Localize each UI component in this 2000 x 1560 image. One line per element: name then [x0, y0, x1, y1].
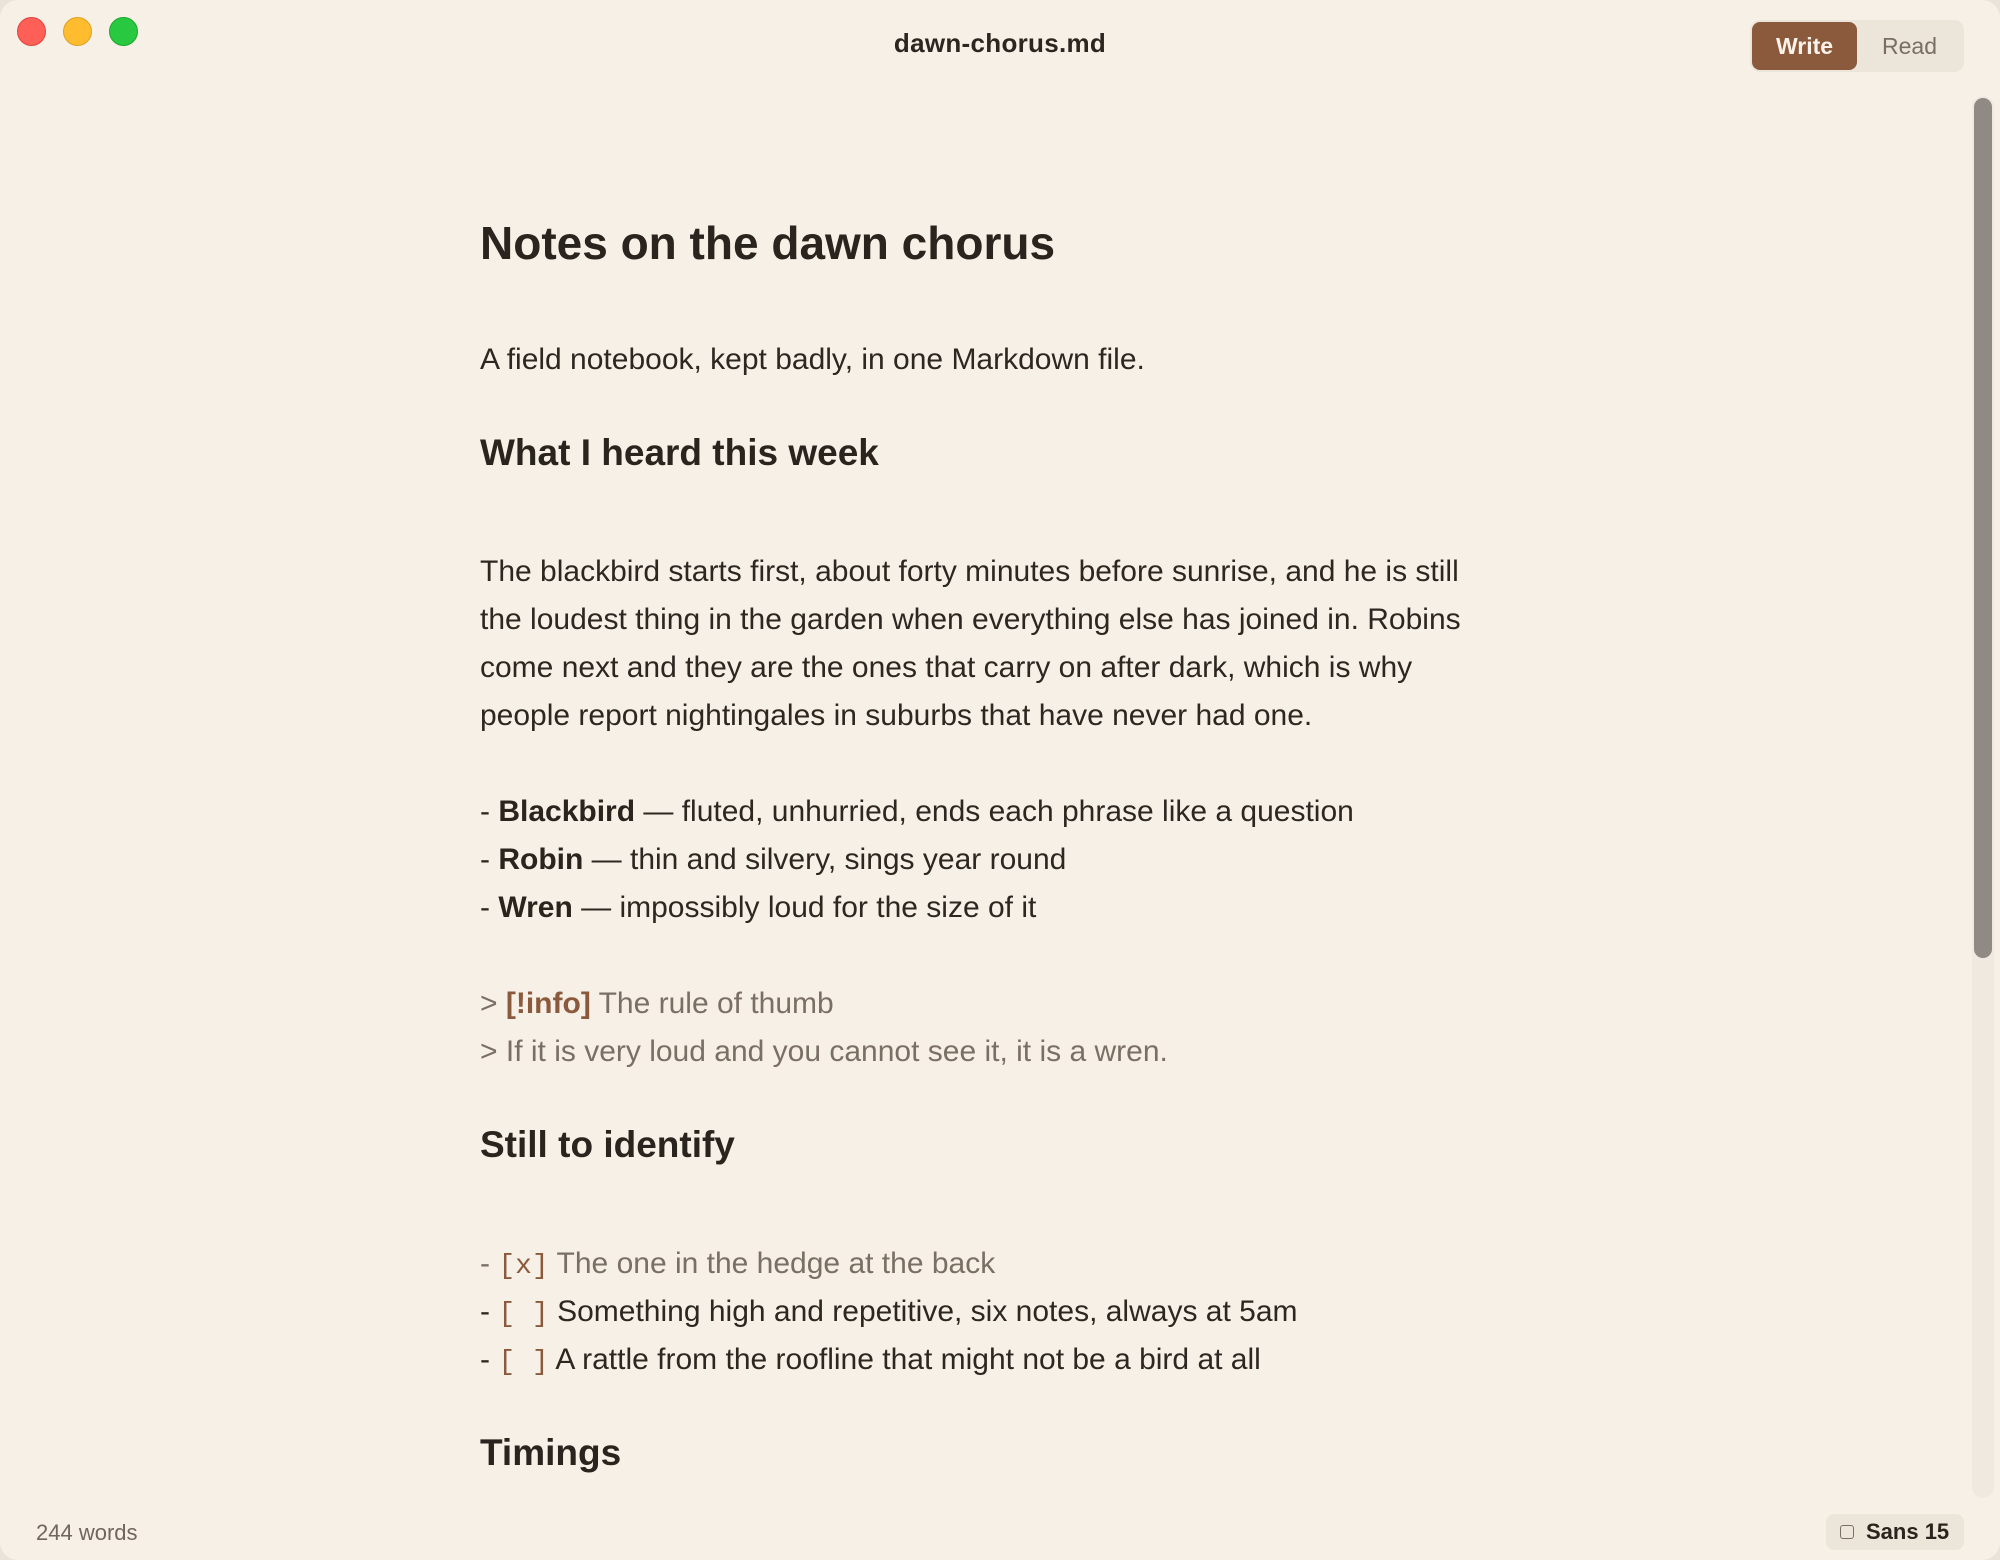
- body-paragraph: The blackbird starts first, about forty minutes before sunrise, and he is still the loudest thing in the garden when everything else has joined in. Robins come next and they are the ones that carry on after dark, which is why people report nightingales in suburbs that have never had one.: [480, 555, 1461, 732]
- list-item: - Robin — thin and silvery, sings year round: [480, 843, 1067, 876]
- callout-tag: [!info]: [505, 987, 591, 1020]
- word-count: 244 words: [36, 1520, 138, 1545]
- list-item-bold: Robin: [498, 843, 584, 876]
- document-heading: Notes on the dawn chorus: [480, 217, 1056, 269]
- section-heading-identify: Still to identify: [480, 1124, 735, 1165]
- task-checkbox[interactable]: [ ]: [498, 1299, 549, 1330]
- font-setting-button[interactable]: [1826, 1514, 1964, 1550]
- task-item: - [ ] A rattle from the roofline that might not be a bird at all: [480, 1343, 1261, 1378]
- callout-title-line: > [!info] The rule of thumb: [480, 987, 834, 1020]
- subtitle-line: A field notebook, kept badly, in one Markdown file.: [480, 343, 1145, 376]
- font-setting-label: Sans 15: [1866, 1519, 1950, 1544]
- list-item-text: — impossibly loud for the size of it: [572, 891, 1037, 924]
- task-text: Something high and repetitive, six notes, always at 5am: [548, 1295, 1298, 1328]
- list-item-bold: Blackbird: [498, 795, 636, 828]
- list-item-text: — fluted, unhurried, ends each phrase like a question: [635, 795, 1354, 828]
- write-mode-button[interactable]: Write: [1752, 22, 1857, 70]
- list-item: - Blackbird — fluted, unhurried, ends each phrase like a question: [480, 795, 1354, 828]
- read-mode-button[interactable]: Read: [1857, 22, 1962, 70]
- task-item: - [ ] Something high and repetitive, six notes, always at 5am: [480, 1295, 1298, 1330]
- task-checkbox[interactable]: [ ]: [498, 1347, 549, 1378]
- task-item-done: - [x] The one in the hedge at the back: [480, 1247, 996, 1282]
- task-checkbox-checked[interactable]: [x]: [498, 1251, 549, 1282]
- scrollbar-thumb[interactable]: [1974, 98, 1992, 958]
- font-square-icon: [1840, 1525, 1854, 1539]
- window-title: dawn-chorus.md: [893, 28, 1107, 58]
- task-text: A rattle from the roofline that might not be a bird at all: [548, 1343, 1261, 1376]
- list-item-text: — thin and silvery, sings year round: [583, 843, 1067, 876]
- list-item: - Wren — impossibly loud for the size of it: [480, 891, 1037, 924]
- task-text: The one in the hedge at the back: [548, 1247, 996, 1280]
- section-heading-timings: Timings: [480, 1432, 622, 1473]
- list-item-bold: Wren: [498, 891, 573, 924]
- callout-body-line: > If it is very loud and you cannot see it, it is a wren.: [480, 1035, 1168, 1068]
- mode-toggle: [1750, 20, 1964, 72]
- callout-title: The rule of thumb: [590, 987, 834, 1020]
- callout-body: If it is very loud and you cannot see it, it is a wren.: [505, 1035, 1168, 1068]
- section-heading-heard: What I heard this week: [480, 432, 879, 473]
